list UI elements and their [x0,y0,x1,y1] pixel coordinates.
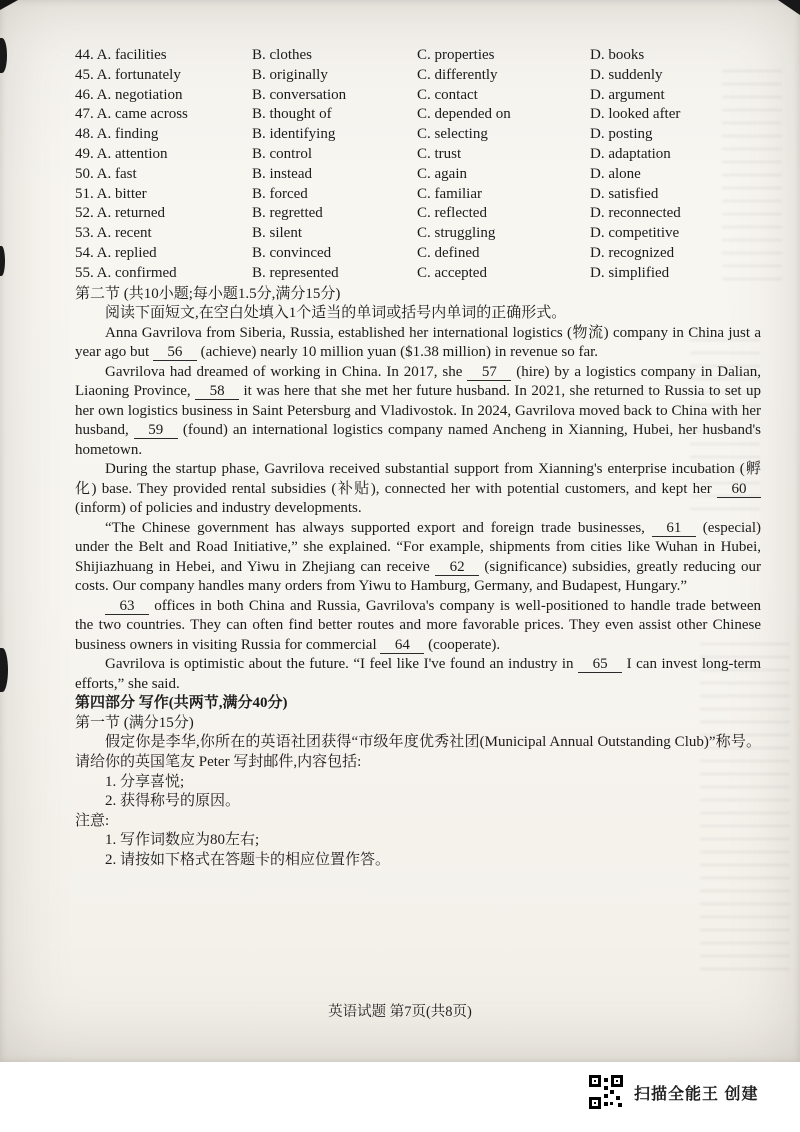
blank-65: 65 [578,657,622,673]
option-a: 49. A. attention [75,145,168,162]
passage-paragraph: 63 offices in both China and Russia, Gavrilova's company is well-positioned to handle trade between the two countries. They can often find better routes and more favorable prices. They even assist other Chinese business owners in visiting Russia for commercial 64 (cooperate). [75,597,761,653]
option-b: B. clothes [252,47,312,63]
question-row [75,125,761,145]
option-a: 55. A. confirmed [75,264,177,281]
option-c: C. properties [417,47,495,63]
scan-artifact-corner-tr [778,0,800,15]
option-b: B. conversation [252,86,347,103]
option-c: C. selecting [417,126,488,143]
passage-paragraph: During the startup phase, Gavrilova received substantial support from Xianning's enterprise incubation (孵化) base. They provided rental subsidies (补贴), connected her with potential customers, and kept her 60 (inform) of policies and industry developments. [75,461,761,517]
scanner-watermark [588,1074,758,1110]
option-d: D. posting [590,126,653,143]
option-a: 51. A. bitter [75,185,147,202]
option-d: D. competitive [590,225,680,242]
page-content [75,46,761,871]
option-c: C. trust [417,145,462,162]
option-d: D. satisfied [590,185,659,202]
option-a: 53. A. recent [75,225,152,242]
option-b: B. identifying [252,126,336,143]
option-d: D. looked after [590,106,681,123]
option-b: B. forced [252,185,308,202]
option-d: D. argument [590,86,665,103]
option-b: B. silent [252,225,303,242]
option-a: 54. A. replied [75,244,157,261]
scan-artifact-edge [0,246,5,276]
option-b: B. convinced [252,244,332,261]
question-row [75,105,761,125]
option-a: 46. A. negotiation [75,86,183,103]
option-d: D. adaptation [590,145,671,162]
blank-56: 56 [153,345,197,361]
question-row [75,244,761,264]
option-a: 45. A. fortunately [75,66,181,83]
option-b: B. instead [252,165,312,182]
option-a: 48. A. finding [75,126,159,143]
scan-artifact-edge [0,38,7,73]
writing-points [75,773,761,812]
option-c: C. defined [417,244,480,261]
option-b: B. regretted [252,205,323,222]
blank-64: 64 [380,638,424,654]
scan-artifact-edge [0,648,8,692]
section2-instruction: 阅读下面短文,在空白处填入1个适当的单词或括号内单词的正确形式。 [105,305,567,322]
passage-paragraph: “The Chinese government has always supported export and foreign trade businesses, 61 (especial) under the Belt and Road Initiative,” she explained. “For example, shipments from cities like Wuhan in Hubei, Shijiazhuang in Hebei, and Yiwu in Zhejiang can receive 62 (significance) subsidies, greatly reducing our costs. Our company handles many orders from Yiwu to Hamburg, Germany, and Budapest, Hungary.” [75,519,762,595]
blank-59: 59 [134,423,178,439]
scanner-watermark-text: 扫描全能王 创建 [634,1085,759,1103]
question-row [75,165,761,185]
writing-point: 1. 分享喜悦; [105,773,185,790]
option-d: D. recognized [590,244,675,261]
mcq-table [75,46,761,284]
option-b: B. control [252,145,312,162]
question-row [75,185,761,205]
option-b: B. originally [252,66,328,83]
option-a: 50. A. fast [75,165,137,182]
question-row [75,46,761,66]
blank-58: 58 [195,384,239,400]
writing-notes [75,831,761,870]
passage-paragraph: Gavrilova is optimistic about the future. “I feel like I've found an industry in 65 I can invest long-term efforts,” she said. [75,656,762,692]
option-b: B. represented [252,264,339,281]
writing-note: 1. 写作词数应为80左右; [105,832,260,849]
question-row [75,145,761,165]
passage-paragraph: Gavrilova had dreamed of working in China. In 2017, she 57 (hire) by a logistics company in Dalian, Liaoning Province, 58 it was here that she met her future husband. In 2021, she returned to Russia to set up her own logistics business in Saint Petersburg and Vladivostok. In 2024, Gavrilova moved back to China with her husband, 59 (found) an international logistics company named Ancheng in Xianning, Hubei, her husband's hometown. [75,363,762,458]
option-c: C. accepted [417,264,487,281]
question-row [75,224,761,244]
writing-section-heading: 第一节 (满分15分) [75,714,194,731]
scan-artifact-corner-tl [0,0,18,10]
gap-fill-passage [75,324,761,695]
option-c: C. depended on [417,106,511,123]
option-a: 47. A. came across [75,106,188,123]
option-c: C. differently [417,66,498,83]
option-c: C. familiar [417,185,482,202]
option-d: D. books [590,47,645,63]
option-c: C. contact [417,86,478,103]
writing-point: 2. 获得称号的原因。 [105,793,241,810]
option-d: D. alone [590,165,641,182]
page-footer: 英语试题 第7页(共8页) [328,1004,472,1020]
option-b: B. thought of [252,106,332,123]
part4-heading: 第四部分 写作(共两节,满分40分) [75,695,288,712]
option-a: 44. A. facilities [75,47,167,63]
question-row [75,204,761,224]
section2-heading: 第二节 (共10小题;每小题1.5分,满分15分) [75,285,341,302]
option-d: D. reconnected [590,205,681,222]
writing-note: 2. 请按如下格式在答题卡的相应位置作答。 [105,852,391,868]
option-c: C. struggling [417,225,496,242]
writing-note-label: 注意: [75,812,110,829]
blank-61: 61 [652,521,696,537]
option-c: C. again [417,165,467,182]
question-row [75,264,761,284]
writing-prompt: 假定你是李华,你所在的英语社团获得“市级年度优秀社团(Municipal Annual Outstanding Club)”称号。请给你的英国笔友 Peter 写封邮件,内容包括: [75,734,761,771]
blank-60: 60 [717,482,761,498]
option-a: 52. A. returned [75,205,165,222]
blank-57: 57 [467,365,511,381]
option-d: D. simplified [590,264,670,281]
camscanner-qr-icon [588,1074,624,1110]
question-row [75,86,761,106]
option-c: C. reflected [417,205,487,222]
question-row [75,66,761,86]
blank-62: 62 [435,560,479,576]
blank-63: 63 [105,599,149,615]
passage-paragraph: Anna Gavrilova from Siberia, Russia, established her international logistics (物流) company in China just a year ago but 56 (achieve) nearly 10 million yuan ($1.38 million) in revenue so far. [75,324,761,361]
option-d: D. suddenly [590,66,663,83]
